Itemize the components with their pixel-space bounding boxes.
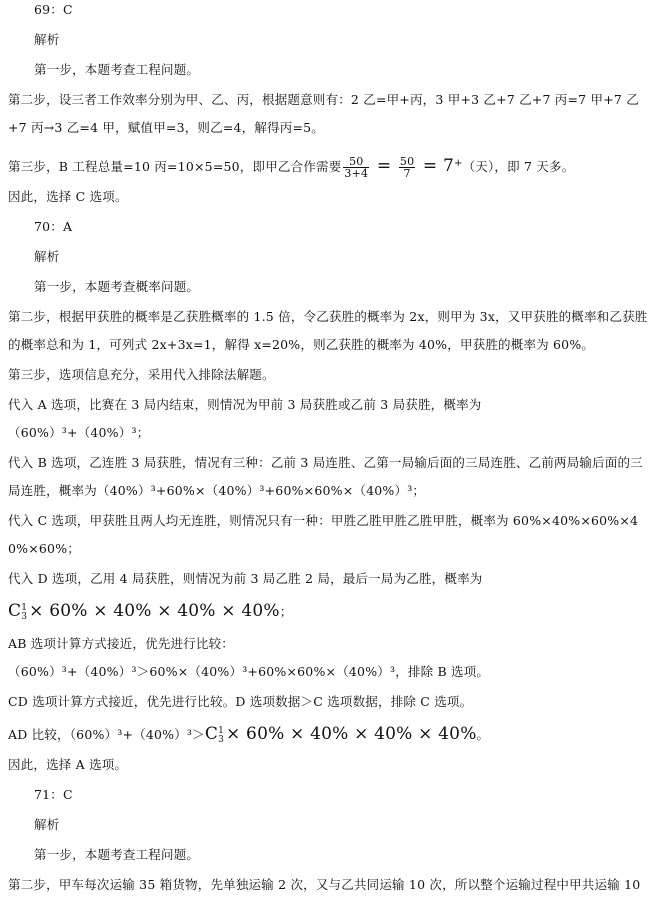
q70-analysis-label: 解析: [34, 249, 60, 265]
q71-answer: 71：C: [34, 787, 73, 803]
q70-cd-compare: CD 选项计算方式接近，优先进行比较。D 选项数据＞C 选项数据，排除 C 选项。: [8, 694, 473, 710]
q69-conclusion: 因此，选择 C 选项。: [8, 189, 128, 205]
q70-step3: 第三步，选项信息充分，采用代入排除法解题。: [8, 367, 275, 383]
q71-step1: 第一步，本题考查工程问题。: [34, 847, 200, 863]
q71-step2: 第二步，甲车每次运输 35 箱货物，先单独运输 2 次，又与乙共同运输 10 次，所以整个运输过程中甲共运输 10: [8, 877, 641, 893]
q70-option-a: 代入 A 选项，比赛在 3 局内结束，则情况为甲前 3 局获胜或乙前 3 局获胜，概率为: [8, 397, 482, 413]
document-page: [8, 0, 648, 899]
q69-fraction-1: $\frac{50}{3+4}$: [344, 155, 369, 181]
q70-option-d-formula: C 1 3 × 60% × 40% × 40% × 40%；: [8, 601, 293, 622]
q70-ad-compare: AD 比较，（60%）³+（40%）³＞C 1 3 × 60% × 40% × 40% × 40%。: [8, 724, 490, 745]
q70-ab-compare: AB 选项计算方式接近，优先进行比较：: [8, 636, 234, 652]
q70-option-b: 代入 B 选项，乙连胜 3 局获胜，情况有三种：乙前 3 局连胜、乙第一局输后面的三局连胜、乙前两局输后面的三局连胜，概率为（40%）³+60%×（40%）³+60%×60%×（40%）³；: [8, 455, 643, 499]
q71-analysis-label: 解析: [34, 817, 60, 833]
q69-step1: 第一步，本题考查工程问题。: [34, 62, 200, 77]
q70-ab-compare-formula: （60%）³+（40%）³＞60%×（40%）³+60%×60%×（40%）³，排除 B 选项。: [8, 664, 490, 680]
q69-fraction-2: $\frac{50}{7}$: [399, 155, 415, 181]
q69-step3-text: 第三步，B 工程总量=10 丙=10×5=50，即甲乙合作需要: [8, 159, 342, 175]
q70-conclusion: 因此，选择 A 选项。: [8, 757, 128, 773]
q70-step1: 第一步，本题考查概率问题。: [34, 279, 200, 295]
q70-option-a-formula: （60%）³+（40%）³；: [8, 425, 150, 441]
q70-step2: 第二步，根据甲获胜的概率是乙获胜概率的 1.5 倍，令乙获胜的概率为 2x，则甲为 3x，又甲获胜的概率和乙获胜的概率总和为 1，可列式 2x+3x=1，解得 x=20%，则乙获胜的概率为 40%，甲获胜的概率为 60%。: [8, 309, 648, 353]
q70-answer: 70：A: [34, 219, 73, 235]
q69-step3: 第三步，B 工程总量=10 丙=10×5=50，即甲乙合作需要 $\frac{50}{3+4}$ = $\frac{50}{7}$ = 7+（天），即 7 天多。: [8, 155, 575, 181]
q69-step3-tail: （天），即 7 天多。: [462, 159, 575, 175]
q69-answer: 69：C: [34, 2, 73, 17]
q70-option-c: 代入 C 选项，甲获胜且两人均无连胜，则情况只有一种：甲胜乙胜甲胜乙胜甲胜，概率为 60%×40%×60%×40%×60%；: [8, 513, 639, 557]
q70-option-d: 代入 D 选项，乙用 4 局获胜，则情况为前 3 局乙胜 2 局，最后一局为乙胜，概率为: [8, 571, 483, 587]
q69-step2: 第二步，设三者工作效率分别为甲、乙、丙，根据题意则有：2 乙=甲+丙，3 甲+3 乙+7 乙+7 丙=7 甲+7 乙+7 丙→3 乙=4 甲，赋值甲=3，则乙=4，解得丙=5。: [8, 92, 639, 135]
q69-analysis-label: 解析: [34, 32, 60, 47]
